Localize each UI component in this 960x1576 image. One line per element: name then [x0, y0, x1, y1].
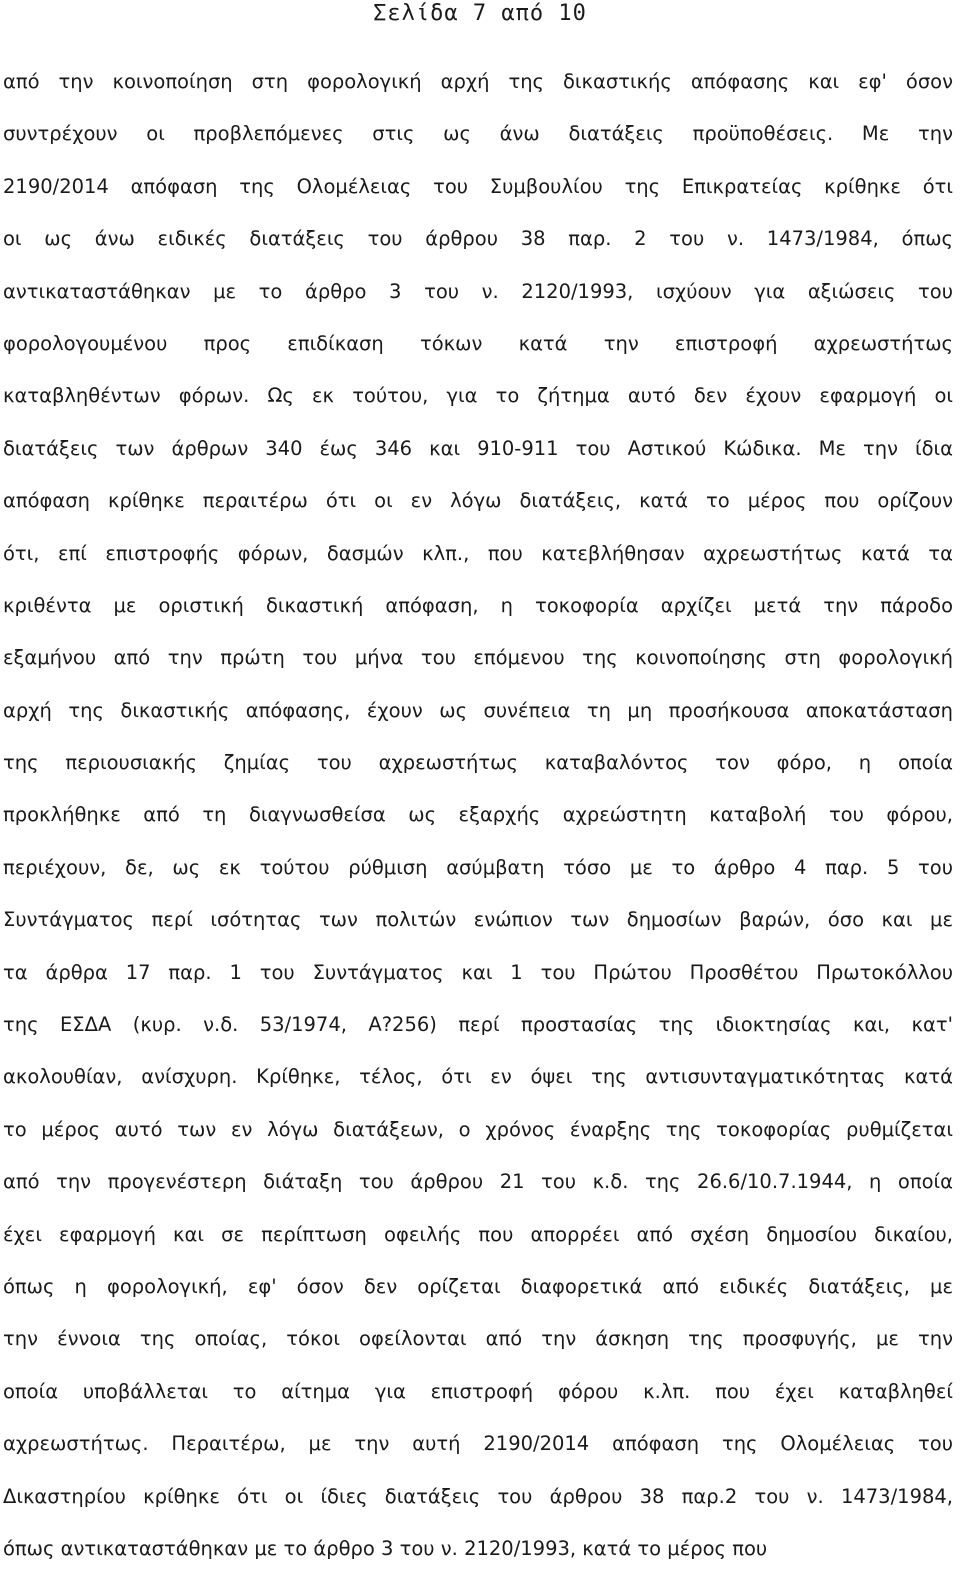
text-line: όπως αντικαταστάθηκαν με το άρθρο 3 του ν. 2120/1993, κατά το μέρος που [3, 1536, 768, 1560]
text-line: κριθέντα με οριστική δικαστική απόφαση, η τοκοφορία αρχίζει μετά την πάροδο [3, 593, 953, 617]
text-line: της ΕΣΔΑ (κυρ. ν.δ. 53/1974, Α?256) περί προστασίας της ιδιοκτησίας και, κατ' [3, 1013, 953, 1037]
text-line: από την κοινοποίηση στη φορολογική αρχή της δικαστικής απόφασης και εφ' όσον [3, 70, 953, 93]
text-line: εξαμήνου από την πρώτη του μήνα του επόμενου της κοινοποίησης στη φορολογική [3, 646, 953, 670]
text-line: Δικαστηρίου κρίθηκε ότι οι ίδιες διατάξεις του άρθρου 38 παρ.2 του ν. 1473/1984, [3, 1484, 953, 1508]
page-header [0, 0, 960, 27]
text-line: προκλήθηκε από τη διαγνωσθείσα ως εξαρχής αχρεώστητη καταβολή του φόρου, [3, 803, 953, 827]
text-line: φορολογουμένου προς επιδίκαση τόκων κατά την επιστροφή αχρεωστήτως [3, 331, 953, 355]
text-line: ότι, επί επιστροφής φόρων, δασμών κλπ., που κατεβλήθησαν αχρεωστήτως κατά τα [3, 541, 953, 565]
text-line: Συντάγματος περί ισότητας των πολιτών ενώπιον των δημοσίων βαρών, όσο και με [3, 908, 953, 932]
text-line: καταβληθέντων φόρων. Ως εκ τούτου, για το ζήτημα αυτό δεν έχουν εφαρμογή οι [3, 384, 953, 408]
text-line: οποία υποβάλλεται το αίτημα για επιστροφή φόρου κ.λπ. που έχει καταβληθεί [3, 1379, 953, 1403]
text-line: συντρέχουν οι προβλεπόμενες στις ως άνω διατάξεις προϋποθέσεις. Με την [3, 122, 953, 146]
text-line: διατάξεις των άρθρων 340 έως 346 και 910-911 του Αστικού Κώδικα. Με την ίδια [3, 436, 953, 460]
text-line: την έννοια της οποίας, τόκοι οφείλονται από την άσκηση της προσφυγής, με την [3, 1327, 953, 1351]
text-line: όπως η φορολογική, εφ' όσον δεν ορίζεται διαφορετικά από ειδικές διατάξεις, με [3, 1274, 953, 1298]
page-number-indicator: Σελίδα 7 από 10 [373, 1, 587, 26]
text-line: έχει εφαρμογή και σε περίπτωση οφειλής που απορρέει από σχέση δημοσίου δικαίου, [3, 1222, 953, 1246]
text-line: 2190/2014 απόφαση της Ολομέλειας του Συμβουλίου της Επικρατείας κρίθηκε ότι [3, 174, 953, 198]
text-line: από την προγενέστερη διάταξη του άρθρου 21 του κ.δ. της 26.6/10.7.1944, η οποία [3, 1170, 953, 1194]
text-line: αχρεωστήτως. Περαιτέρω, με την αυτή 2190/2014 απόφαση της Ολομέλειας του [3, 1432, 953, 1456]
text-line: αντικαταστάθηκαν με το άρθρο 3 του ν. 2120/1993, ισχύουν για αξιώσεις του [3, 279, 953, 303]
text-line: ακολουθίαν, ανίσχυρη. Κρίθηκε, τέλος, ότι εν όψει της αντισυνταγματικότητας κατά [3, 1065, 953, 1089]
text-line: οι ως άνω ειδικές διατάξεις του άρθρου 38 παρ. 2 του ν. 1473/1984, όπως [3, 227, 953, 251]
document-body [3, 56, 953, 1575]
text-line: το μέρος αυτό των εν λόγω διατάξεων, ο χρόνος έναρξης της τοκοφορίας ρυθμίζεται [3, 1117, 953, 1141]
text-line: τα άρθρα 17 παρ. 1 του Συντάγματος και 1 του Πρώτου Προσθέτου Πρωτοκόλλου [3, 960, 953, 984]
text-line: αρχή της δικαστικής απόφασης, έχουν ως συνέπεια τη μη προσήκουσα αποκατάσταση [3, 698, 953, 722]
text-line: απόφαση κρίθηκε περαιτέρω ότι οι εν λόγω διατάξεις, κατά το μέρος που ορίζουν [3, 489, 953, 513]
text-line: της περιουσιακής ζημίας του αχρεωστήτως καταβαλόντος τον φόρο, η οποία [3, 751, 953, 775]
text-line: περιέχουν, δε, ως εκ τούτου ρύθμιση ασύμβατη τόσο με το άρθρο 4 παρ. 5 του [3, 855, 953, 879]
